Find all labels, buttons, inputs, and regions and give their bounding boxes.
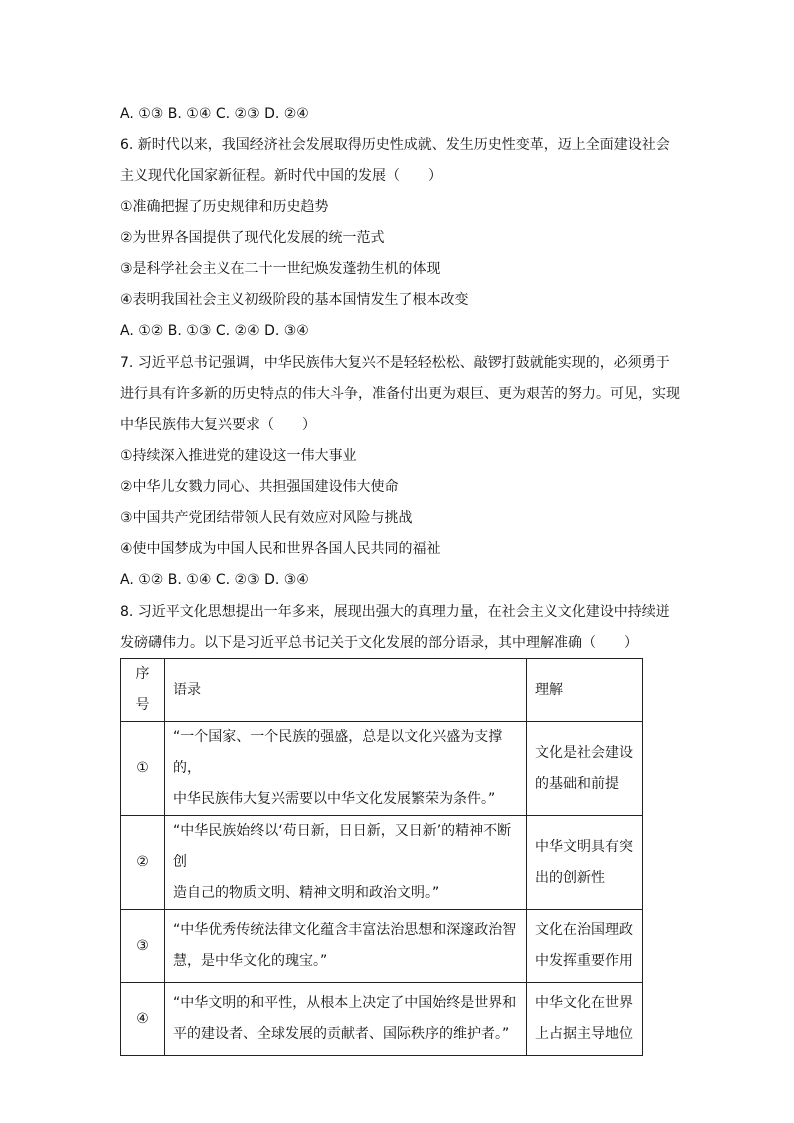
row-understanding: 文化在治国理政 中发挥重要作用 <box>527 910 643 983</box>
q6-stem-line1: 6. 新时代以来，我国经济社会发展取得历史性成就、发生历史性变革，迈上全面建设社会 <box>120 137 670 153</box>
table-header-row <box>121 659 643 722</box>
q7-stem-line1: 7. 习近平总书记强调，中华民族伟大复兴不是轻轻松松、敲锣打鼓就能实现的，必须勇于 <box>120 355 670 371</box>
q7-item-2: ②中华儿女戮力同心、共担强国建设伟大使命 <box>120 479 399 495</box>
row-number: ① <box>121 722 165 816</box>
row-quote: “一个国家、一个民族的强盛，总是以文化兴盛为支撑的， 中华民族伟大复兴需要以中华文化发展繁荣为条件。” <box>165 722 527 816</box>
header-quote: 语录 <box>165 659 527 722</box>
table-row <box>121 722 643 816</box>
q7-item-4: ④使中国梦成为中国人民和世界各国人民共同的福祉 <box>120 541 441 557</box>
q7-item-3: ③中国共产党团结带领人民有效应对风险与挑战 <box>120 510 413 526</box>
quote-table <box>120 658 643 1056</box>
q6-stem-line2: 主义现代化国家新征程。新时代中国的发展（ ） <box>120 168 442 184</box>
q6-item-2: ②为世界各国提供了现代化发展的统一范式 <box>120 230 385 246</box>
row-quote: “中华文明的和平性，从根本上决定了中国始终是世界和 平的建设者、全球发展的贡献者、国际秩序的维护者。” <box>165 983 527 1056</box>
q7-item-1: ①持续深入推进党的建设这一伟大事业 <box>120 448 357 464</box>
row-understanding: 中华文明具有突 出的创新性 <box>527 816 643 910</box>
q8-stem-line2: 发磅礴伟力。以下是习近平总书记关于文化发展的部分语录，其中理解准确（ ） <box>120 635 638 651</box>
table-row <box>121 816 643 910</box>
row-quote: “中华优秀传统法律文化蕴含丰富法治思想和深邃政治智 慧，是中华文化的瑰宝。” <box>165 910 527 983</box>
row-number: ③ <box>121 910 165 983</box>
table-row <box>121 910 643 983</box>
row-number: ④ <box>121 983 165 1056</box>
q6-options: A. ①② B. ①③ C. ②④ D. ③④ <box>120 323 309 339</box>
row-understanding: 文化是社会建设 的基础和前提 <box>527 722 643 816</box>
q6-item-4: ④表明我国社会主义初级阶段的基本国情发生了根本改变 <box>120 292 469 308</box>
header-number: 序号 <box>121 659 165 722</box>
q6-item-1: ①准确把握了历史规律和历史趋势 <box>120 199 329 215</box>
table-row <box>121 983 643 1056</box>
q8-stem-line1: 8. 习近平文化思想提出一年多来，展现出强大的真理力量，在社会主义文化建设中持续迸 <box>120 604 670 620</box>
q7-stem-line3: 中华民族伟大复兴要求（ ） <box>120 417 316 433</box>
q6-item-3: ③是科学社会主义在二十一世纪焕发蓬勃生机的体现 <box>120 261 441 277</box>
row-understanding: 中华文化在世界 上占据主导地位 <box>527 983 643 1056</box>
q7-options: A. ①② B. ①④ C. ②③ D. ③④ <box>120 572 309 588</box>
header-understanding: 理解 <box>527 659 643 722</box>
row-quote: “中华民族始终以‘苟日新，日日新，又日新’的精神不断创 造自己的物质文明、精神文明和政治文明。” <box>165 816 527 910</box>
q5-options: A. ①③ B. ①④ C. ②③ D. ②④ <box>120 106 309 122</box>
row-number: ② <box>121 816 165 910</box>
q7-stem-line2: 进行具有许多新的历史特点的伟大斗争，准备付出更为艰巨、更为艰苦的努力。可见，实现 <box>120 386 680 402</box>
